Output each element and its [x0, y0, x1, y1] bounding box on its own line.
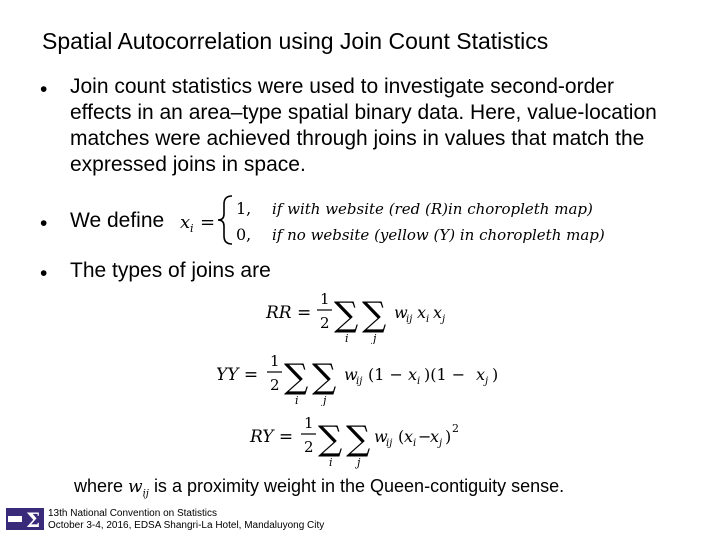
svg-text:x: x [430, 427, 440, 446]
where-note [74, 476, 564, 499]
svg-text:j: j [485, 376, 489, 387]
case-1-value: 1, [236, 199, 252, 218]
case-0-condition: if no website (yellow (Y) in choropleth map) [272, 226, 605, 244]
bullet-3-text: The types of joins are [70, 259, 271, 282]
svg-text:w: w [394, 303, 408, 322]
weight-symbol: $w_{ij}$ [128, 477, 149, 500]
svg-text:1: 1 [270, 352, 280, 370]
svg-text:i: i [190, 222, 194, 235]
svg-text:j: j [439, 438, 443, 449]
footer-line-2: October 3-4, 2016, EDSA Shangri-La Hotel, Mandaluyong City [48, 520, 325, 531]
svg-text:i: i [413, 438, 417, 449]
svg-text:(1 −: (1 − [368, 365, 403, 384]
svg-text:i: i [426, 314, 430, 325]
svg-text:w: w [344, 365, 358, 384]
svg-text:∑: ∑ [312, 357, 337, 397]
svg-text:x: x [180, 212, 191, 233]
svg-text:i: i [417, 376, 421, 387]
svg-text:2: 2 [320, 314, 330, 332]
svg-text:1: 1 [304, 414, 314, 432]
bullet-marker: • [40, 78, 48, 101]
svg-text:x: x [404, 427, 414, 446]
equation-ry [246, 406, 486, 472]
svg-text:(: ( [398, 427, 405, 446]
svg-text:x: x [408, 365, 418, 384]
svg-text:j: j [373, 332, 377, 344]
svg-text:x: x [433, 303, 443, 322]
svg-text:=: = [200, 212, 216, 233]
equation-yy-lhs: YY = [216, 365, 259, 385]
slide-title: Spatial Autocorrelation using Join Count Statistics [42, 28, 549, 54]
equation-rr-lhs: RR = [266, 303, 312, 323]
svg-text:∑: ∑ [362, 295, 387, 335]
svg-text:∑: ∑ [284, 357, 309, 397]
svg-text:ij: ij [406, 314, 413, 325]
case-0-value: 0, [236, 225, 252, 244]
svg-text:∑: ∑ [346, 419, 371, 459]
svg-text:j: j [442, 314, 446, 325]
equation-ry-lhs: RY = [250, 427, 294, 447]
svg-text:Σ: Σ [26, 508, 41, 530]
svg-text:1: 1 [320, 290, 330, 308]
footer [48, 508, 324, 532]
svg-text:2: 2 [304, 438, 314, 456]
svg-text:j: j [323, 394, 327, 406]
indicator-definition [176, 192, 676, 248]
svg-text:2: 2 [270, 376, 280, 394]
svg-text:): ) [445, 427, 452, 446]
footer-line-1: 13th National Convention on Statistics [48, 508, 217, 519]
svg-text:ij: ij [386, 438, 393, 449]
equation-yy [212, 344, 512, 406]
bullet-marker: • [40, 212, 48, 235]
svg-text:)(1 −: )(1 − [424, 365, 466, 384]
svg-text:−: − [418, 427, 432, 446]
svg-text:ij: ij [356, 376, 363, 387]
svg-text:i: i [295, 394, 299, 406]
svg-text:2: 2 [452, 422, 459, 435]
svg-text:∑: ∑ [334, 295, 359, 335]
sigma-logo-icon [6, 508, 44, 530]
bullet-marker: • [40, 262, 48, 285]
equation-rr [262, 282, 482, 344]
svg-text:w: w [374, 427, 388, 446]
case-1-condition: if with website (red (R)in choropleth map) [272, 200, 593, 218]
svg-text:i: i [329, 456, 333, 469]
svg-text:i: i [345, 332, 349, 344]
where-prefix: where [74, 476, 124, 496]
svg-text:∑: ∑ [318, 419, 343, 459]
svg-text:x: x [417, 303, 427, 322]
svg-text:x: x [476, 365, 486, 384]
bullet-1-text: Join count statistics were used to investigate second-order effects in an area–type spatial binary data. Here, value-location matches were achieved through joins in values that match the expressed joins in space. [70, 75, 657, 176]
svg-text:): ) [492, 365, 499, 384]
where-suffix: is a proximity weight in the Queen-contiguity sense. [153, 476, 565, 496]
svg-text:j: j [357, 456, 361, 469]
bullet-2-text: We define [70, 209, 165, 232]
